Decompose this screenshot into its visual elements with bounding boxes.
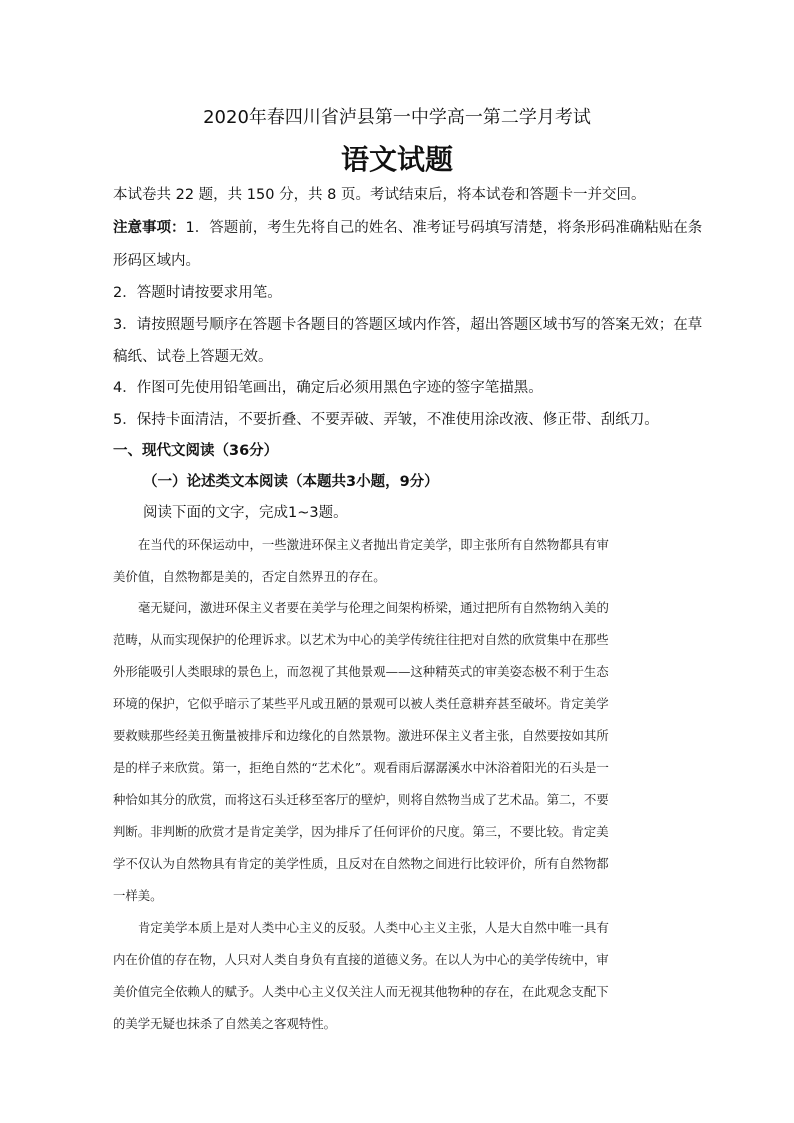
subsection-heading: （一）论述类文本阅读（本题共3小题，9分） — [143, 474, 439, 490]
notice-item-3: 3．请按照题号顺序在答题卡各题目的答题区域内作答，超出答题区域书写的答案无效；在草 — [113, 317, 703, 333]
reading-instruction: 阅读下面的文字，完成1~3题。 — [143, 505, 348, 521]
passage-line: 要救赎那些经美丑衡量被排斥和边缘化的自然景物。激进环保主义者主张，自然要按如其所 — [113, 728, 609, 743]
passage-line: 在当代的环保运动中，一些激进环保主义者抛出肯定美学，即主张所有自然物都具有审 — [138, 537, 609, 552]
intro-line: 本试卷共 22 题，共 150 分，共 8 页。考试结束后，将本试卷和答题卡一并交回。 — [113, 187, 646, 203]
passage-line: 一样美。 — [113, 888, 163, 903]
passage-line: 判断。非判断的欣赏才是肯定美学，因为排斥了任何评价的尺度。第三，不要比较。肯定美 — [113, 824, 609, 839]
passage-line: 的美学无疑也抹杀了自然美之客观特性。 — [113, 1016, 337, 1031]
notice-label: 注意事项： — [113, 220, 186, 236]
passage-line: 是的样子来欣赏。第一，拒绝自然的“艺术化”。观看雨后潺潺溪水中沐浴着阳光的石头是一 — [113, 760, 609, 775]
passage-line: 范畴，从而实现保护的伦理诉求。以艺术为中心的美学传统往往把对自然的欣赏集中在那些 — [113, 632, 609, 647]
notice-item-1 — [113, 217, 703, 239]
section-heading: 一、现代文阅读（36分） — [113, 443, 279, 459]
passage-line: 外形能吸引人类眼球的景色上，而忽视了其他景观——这种精英式的审美姿态极不利于生态 — [113, 664, 609, 679]
passage-line: 环境的保护，它似乎暗示了某些平凡或丑陋的景观可以被人类任意耕弃甚至破坏。肯定美学 — [113, 696, 609, 711]
passage-line: 种恰如其分的欣赏，而将这石头迁移至客厅的壁炉，则将自然物当成了艺术品。第二，不要 — [113, 792, 609, 807]
exam-title: 2020年春四川省泸县第一中学高一第二学月考试 — [203, 107, 591, 128]
passage-line: 学不仅认为自然物具有肯定的美学性质，且反对在自然物之间进行比较评价，所有自然物都 — [113, 856, 609, 871]
notice-item-4: 4．作图可先使用铅笔画出，确定后必须用黑色字迹的签字笔描黑。 — [113, 380, 543, 396]
notice-item-1-text: 1．答题前，考生先将自己的姓名、准考证号码填写清楚，将条形码准确粘贴在条 — [185, 220, 703, 236]
passage-line: 美价值，自然物都是美的，否定自然界丑的存在。 — [113, 569, 386, 584]
notice-item-2: 2．答题时请按要求用笔。 — [113, 285, 282, 301]
passage-line: 毫无疑问，激进环保主义者要在美学与伦理之间架构桥梁，通过把所有自然物纳入美的 — [138, 600, 609, 615]
notice-item-3-cont: 稿纸、试卷上答题无效。 — [113, 349, 273, 365]
subject-title: 语文试题 — [340, 143, 453, 176]
passage-line: 肯定美学本质上是对人类中心主义的反驳。人类中心主义主张，人是大自然中唯一具有 — [138, 920, 609, 935]
passage-line: 美价值完全依赖人的赋予。人类中心主义仅关注人而无视其他物种的存在，在此观念支配下 — [113, 984, 609, 999]
notice-item-5: 5．保持卡面清洁，不要折叠、不要弄破、弄皱，不准使用涂改液、修正带、刮纸刀。 — [113, 412, 659, 428]
passage-line: 内在价值的存在物，人只对人类自身负有直接的道德义务。在以人为中心的美学传统中，审 — [113, 952, 609, 967]
notice-item-1-cont: 形码区域内。 — [113, 253, 200, 269]
